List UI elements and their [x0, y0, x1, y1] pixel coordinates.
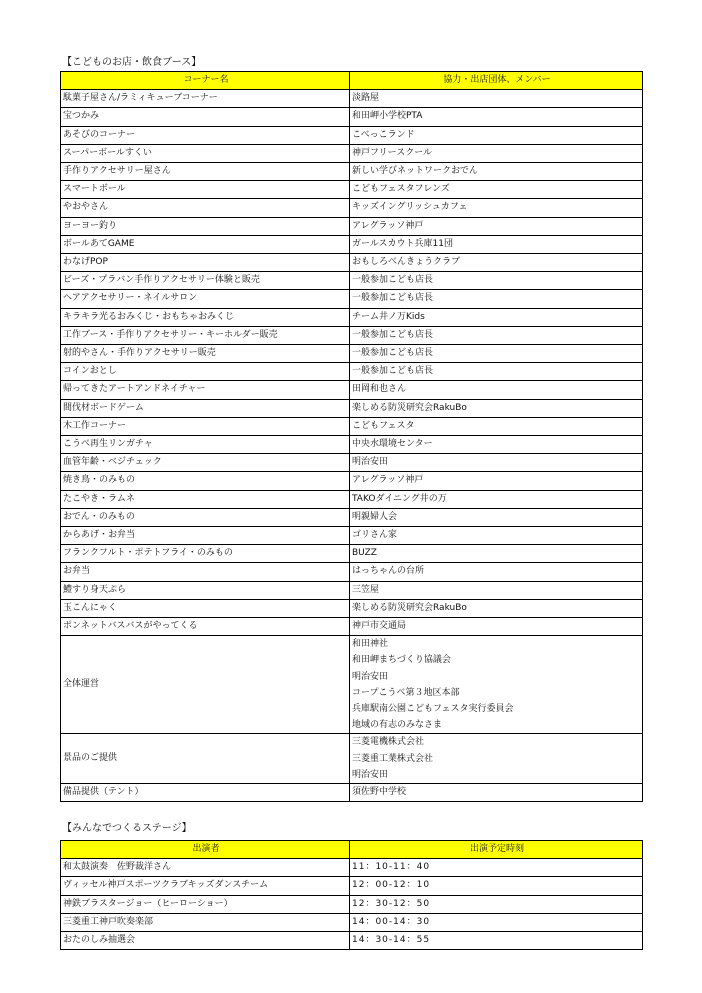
time-cell: 12：00-12：10: [350, 877, 643, 895]
table-row: [61, 399, 643, 417]
table-row-group: [61, 734, 643, 784]
corner-name-cell: コインおとし: [61, 363, 350, 381]
table-row: [61, 381, 643, 399]
member-cell: 淡路屋: [350, 90, 643, 108]
corner-name-cell: 血管年齢・ベジチェック: [61, 454, 350, 472]
corner-name-cell: ボールあてGAME: [61, 235, 350, 253]
corner-name-cell: 宝つかみ: [61, 108, 350, 126]
table-row-group: [61, 636, 643, 734]
performer-cell: 三菱重工神戸吹奏楽部: [61, 913, 350, 931]
corner-name-cell: 間伐材ボードゲーム: [61, 399, 350, 417]
table-row: [61, 345, 643, 363]
table-row: [61, 877, 643, 895]
member-cell: 和田岬小学校PTA: [350, 108, 643, 126]
table-row: [61, 235, 643, 253]
corner-name-cell: ヘアアクセサリー・ネイルサロン: [61, 290, 350, 308]
corner-name-cell: 備品提供（テント）: [61, 783, 350, 801]
member-cell: 一般参加こども店長: [350, 326, 643, 344]
table-row: [61, 290, 643, 308]
performer-cell: 神鉄ブラスタージョー（ヒーローショー）: [61, 895, 350, 913]
member-cell: はっちゃんの台所: [350, 563, 643, 581]
member-cell: ゴリさん家: [350, 527, 643, 545]
table-row: [61, 783, 643, 801]
column-header-performer: 出演者: [61, 841, 350, 859]
table-row: [61, 599, 643, 617]
corner-name-cell: お弁当: [61, 563, 350, 581]
table-row: [61, 90, 643, 108]
member-cell: アレグラッソ神戸: [350, 217, 643, 235]
corner-name-cell: 玉こんにゃく: [61, 599, 350, 617]
time-cell: 11：10-11：40: [350, 859, 643, 877]
group-member: 和田岬まちづくり協議会: [352, 655, 451, 666]
section-title-shops: 【こどものお店・飲食ブース】: [62, 57, 202, 68]
table-row: [61, 417, 643, 435]
time-cell: 12：30-12：50: [350, 895, 643, 913]
performer-cell: 和太鼓演奏 佐野裁洋さん: [61, 859, 350, 877]
member-cell: ガールスカウト兵庫11団: [350, 235, 643, 253]
table-row: [61, 545, 643, 563]
table-row: [61, 581, 643, 599]
table-row: [61, 217, 643, 235]
corner-name-cell: 木工作コーナー: [61, 417, 350, 435]
corner-name-cell: フランクフルト・ポテトフライ・のみもの: [61, 545, 350, 563]
table-row: [61, 436, 643, 454]
table-row: [61, 144, 643, 162]
performer-cell: ヴィッセル神戸スポーツクラブキッズダンスチーム: [61, 877, 350, 895]
table-row: [61, 454, 643, 472]
corner-name-cell: たこやき・ラムネ: [61, 490, 350, 508]
shops-table: [60, 71, 643, 802]
time-cell: 14：00-14：30: [350, 913, 643, 931]
stage-table-body: [61, 859, 643, 950]
table-row: [61, 472, 643, 490]
member-cell: 一般参加こども店長: [350, 272, 643, 290]
table-row: [61, 126, 643, 144]
column-header-corner: コーナー名: [61, 72, 350, 90]
member-cell: 神戸市交通局: [350, 618, 643, 636]
table-row: [61, 108, 643, 126]
corner-name-cell: 駄菓子屋さん/ラミィキューブコーナー: [61, 90, 350, 108]
member-cell: BUZZ: [350, 545, 643, 563]
table-header-row: [61, 841, 643, 859]
corner-name-cell: 手作りアクセサリー屋さん: [61, 163, 350, 181]
group-members-cell: [350, 734, 643, 784]
group-member: 和田神社: [352, 639, 389, 650]
corner-name-cell: わなげPOP: [61, 254, 350, 272]
group-member: 兵庫駅南公園こどもフェスタ実行委員会: [352, 704, 514, 715]
member-cell: こべっこランド: [350, 126, 643, 144]
member-cell: おもしろべんきょうクラブ: [350, 254, 643, 272]
table-row: [61, 272, 643, 290]
corner-name-cell: やおやさん: [61, 199, 350, 217]
table-row: [61, 181, 643, 199]
table-row: [61, 895, 643, 913]
table-row: [61, 859, 643, 877]
member-cell: TAKOダイニング井の万: [350, 490, 643, 508]
member-cell: 神戸フリースクール: [350, 144, 643, 162]
member-cell: 一般参加こども店長: [350, 345, 643, 363]
corner-name-cell: からあげ・お弁当: [61, 527, 350, 545]
table-row: [61, 913, 643, 931]
group-member: 三菱電機株式会社: [352, 737, 425, 748]
table-row: [61, 308, 643, 326]
group-label-cell: 景品のご提供: [61, 734, 350, 784]
stage-table: [60, 840, 643, 950]
member-cell: 明親婦人会: [350, 508, 643, 526]
group-member: コープこうべ第３地区本部: [352, 687, 460, 698]
corner-name-cell: ビーズ・プラバン手作りアクセサリー体験と販売: [61, 272, 350, 290]
member-cell: 楽しめる防災研究会RakuBo: [350, 399, 643, 417]
table-row: [61, 527, 643, 545]
corner-name-cell: あそびのコーナー: [61, 126, 350, 144]
corner-name-cell: スーパーボールすくい: [61, 144, 350, 162]
corner-name-cell: 焼き鳥・のみもの: [61, 472, 350, 490]
table-row: [61, 490, 643, 508]
table-row: [61, 326, 643, 344]
member-cell: キッズイングリッシュカフェ: [350, 199, 643, 217]
member-cell: 一般参加こども店長: [350, 290, 643, 308]
member-cell: こどもフェスタ: [350, 417, 643, 435]
corner-name-cell: 帰ってきたアートアンドネイチャー: [61, 381, 350, 399]
column-header-members: 協力・出店団体、メンバー: [350, 72, 643, 90]
column-header-time: 出演予定時刻: [350, 841, 643, 859]
table-header-row: [61, 72, 643, 90]
corner-name-cell: こうべ再生リンガチャ: [61, 436, 350, 454]
member-cell: 新しい学びネットワークおでん: [350, 163, 643, 181]
corner-name-cell: 工作ブース・手作りアクセサリー・キーホルダー販売: [61, 326, 350, 344]
group-members-cell: [350, 636, 643, 734]
member-cell: 楽しめる防災研究会RakuBo: [350, 599, 643, 617]
member-cell: 須佐野中学校: [350, 783, 643, 801]
table-row: [61, 199, 643, 217]
member-cell: 一般参加こども店長: [350, 363, 643, 381]
corner-name-cell: 射的やさん・手作りアクセサリー販売: [61, 345, 350, 363]
corner-name-cell: ヨーヨー釣り: [61, 217, 350, 235]
member-cell: 中央水環境センター: [350, 436, 643, 454]
group-label-cell: 全体運営: [61, 636, 350, 734]
table-row: [61, 508, 643, 526]
corner-name-cell: 鱧すり身天ぷら: [61, 581, 350, 599]
corner-name-cell: おでん・のみもの: [61, 508, 350, 526]
member-cell: チーム井ノ万Kids: [350, 308, 643, 326]
performer-cell: おたのしみ抽選会: [61, 932, 350, 950]
member-cell: こどもフェスタフレンズ: [350, 181, 643, 199]
table-row: [61, 932, 643, 950]
corner-name-cell: キラキラ光るおみくじ・おもちゃおみくじ: [61, 308, 350, 326]
corner-name-cell: ポンネットバスバスがやってくる: [61, 618, 350, 636]
member-cell: 明治安田: [350, 454, 643, 472]
member-cell: アレグラッソ神戸: [350, 472, 643, 490]
group-member: 明治安田: [352, 769, 389, 780]
member-cell: 三笠屋: [350, 581, 643, 599]
shops-table-body: [61, 90, 643, 802]
section-title-stage: 【みんなでつくるステージ】: [62, 823, 192, 834]
group-member: 明治安田: [352, 671, 389, 682]
table-row: [61, 163, 643, 181]
time-cell: 14：30-14：55: [350, 932, 643, 950]
corner-name-cell: スマートボール: [61, 181, 350, 199]
group-member: 地域の有志のみなさま: [352, 720, 443, 731]
group-member: 三菱重工業株式会社: [352, 753, 434, 764]
table-row: [61, 363, 643, 381]
table-row: [61, 618, 643, 636]
table-row: [61, 254, 643, 272]
member-cell: 田岡和也さん: [350, 381, 643, 399]
table-row: [61, 563, 643, 581]
